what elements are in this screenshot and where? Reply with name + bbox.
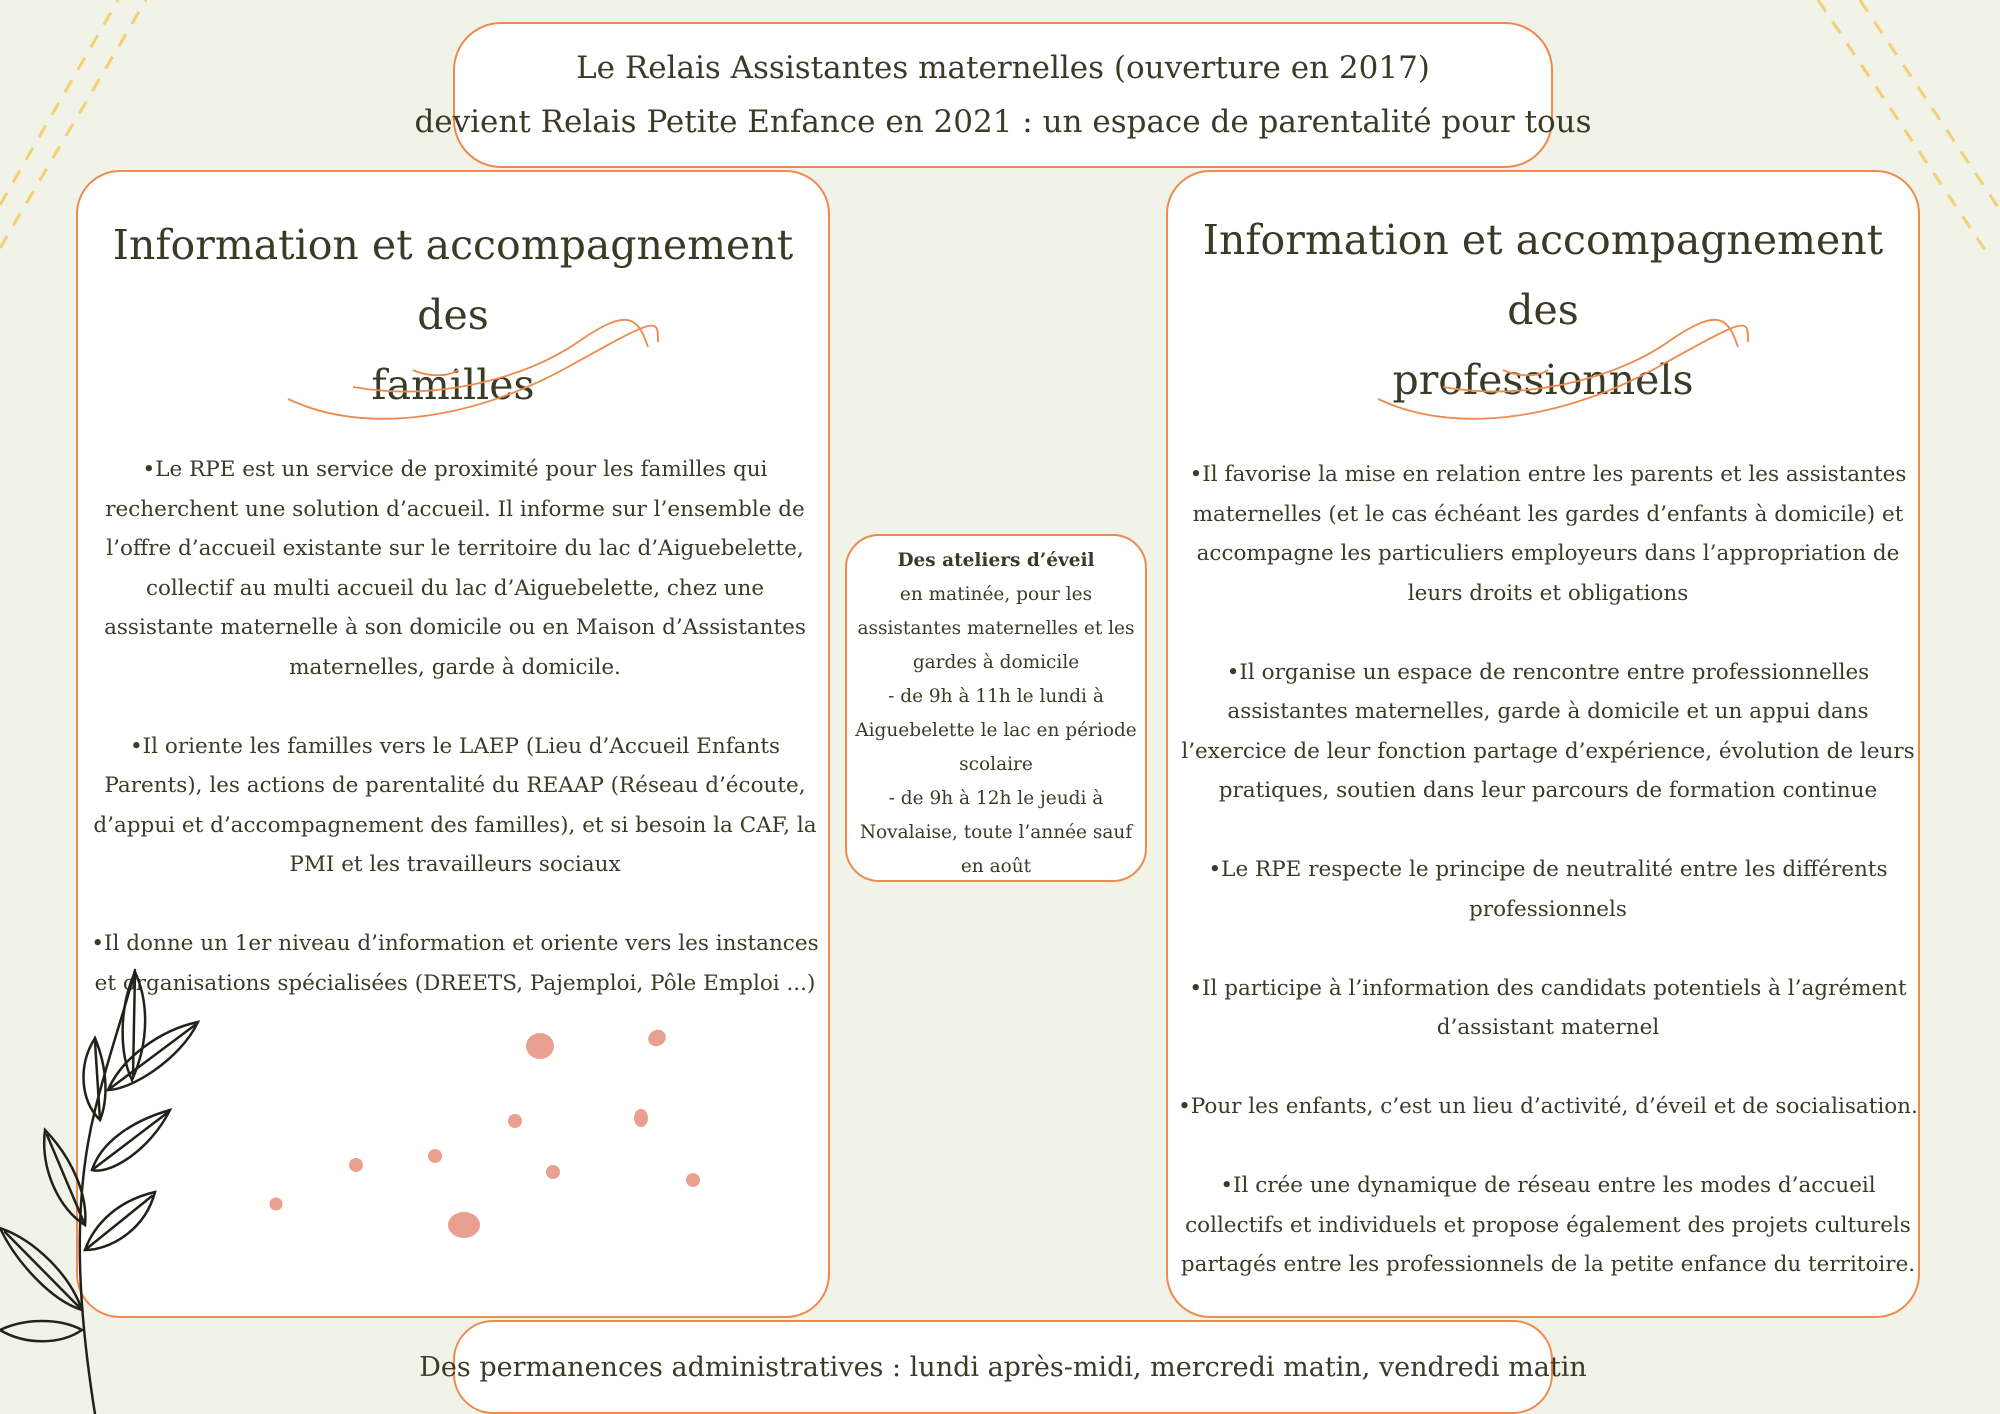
workshops-line-3: - de 9h à 12h le jeudi à Novalaise, toute l’année sauf en août	[859, 787, 1133, 877]
families-title-line-1: Information et accompagnement des	[112, 221, 794, 339]
professionals-paragraph-4: •Il participe à l’information des candidats potentiels à l’agrément d’assistant maternel	[1189, 975, 1907, 1040]
families-text	[88, 450, 822, 1043]
professionals-paragraph-1: •Il favorise la mise en relation entre les parents et les assistantes maternelles (et le cas échéant les gardes d’enfants à domicile) et accompagne les particuliers employeurs dans l’appropriation de leurs droits et obligations	[1189, 462, 1907, 606]
header-banner	[414, 22, 1592, 168]
families-card	[76, 170, 830, 1318]
families-paragraph-1: •Le RPE est un service de proximité pour les familles qui recherchent une solution d’accueil. Il informe sur l’ensemble de l’offre d’accueil existante sur le territoire du lac d’Aiguebelette, collectif au multi accueil du lac d’Aiguebelette, chez une assistante maternelle à son domicile ou en Maison d’Assistantes maternelles, garde à domicile.	[104, 457, 806, 680]
professionals-text	[1178, 455, 1918, 1324]
wave-ornament	[1368, 307, 1768, 427]
workshops-title: Des ateliers d’éveil	[897, 550, 1095, 571]
professionals-title-line-1: Information et accompagnement des	[1202, 216, 1884, 334]
workshops-card	[845, 534, 1147, 882]
professionals-paragraph-5: •Pour les enfants, c’est un lieu d’activité, d’éveil et de socialisation.	[1178, 1094, 1918, 1119]
workshops-line-2: - de 9h à 11h le lundi à Aiguebelette le lac en période scolaire	[855, 685, 1137, 775]
footer-text: Des permanences administratives : lundi après-midi, mercredi matin, vendredi matin	[419, 1351, 1587, 1383]
professionals-paragraph-3: •Le RPE respecte le principe de neutralité entre les différents professionnels	[1208, 857, 1888, 922]
families-title-line-2: familles	[371, 361, 535, 409]
header-line-2: devient Relais Petite Enfance en 2021 : un espace de parentalité pour tous	[414, 104, 1592, 140]
workshops-line-1: en matinée, pour les assistantes maternelles et les gardes à domicile	[857, 583, 1135, 673]
professionals-paragraph-2: •Il organise un espace de rencontre entre professionnelles assistantes maternelles, garde à domicile et un appui dans l’exercice de leur fonction partage d’expérience, évolution de leurs pratiques, soutien dans leur parcours de formation continue	[1181, 659, 1915, 803]
professionals-title-line-2: professionnels	[1392, 356, 1694, 404]
families-paragraph-2: •Il oriente les familles vers le LAEP (Lieu d’Accueil Enfants Parents), les actions de parentalité du REAAP (Réseau d’écoute, d’appui et d’accompagnement des familles), et si besoin la CAF, la PMI et les travailleurs sociaux	[93, 733, 817, 877]
professionals-paragraph-6: •Il crée une dynamique de réseau entre les modes d’accueil collectifs et individuels et propose également des projets culturels partagés entre les professionnels de la petite enfance du territoire.	[1180, 1173, 1916, 1277]
footer-banner	[419, 1320, 1587, 1414]
professionals-card	[1166, 170, 1920, 1318]
header-line-1: Le Relais Assistantes maternelles (ouverture en 2017)	[576, 50, 1430, 86]
wave-ornament	[278, 307, 678, 427]
families-paragraph-3: •Il donne un 1er niveau d’information et oriente vers les instances et organisations spécialisées (DREETS, Pajemploi, Pôle Emploi ...)	[91, 931, 819, 996]
